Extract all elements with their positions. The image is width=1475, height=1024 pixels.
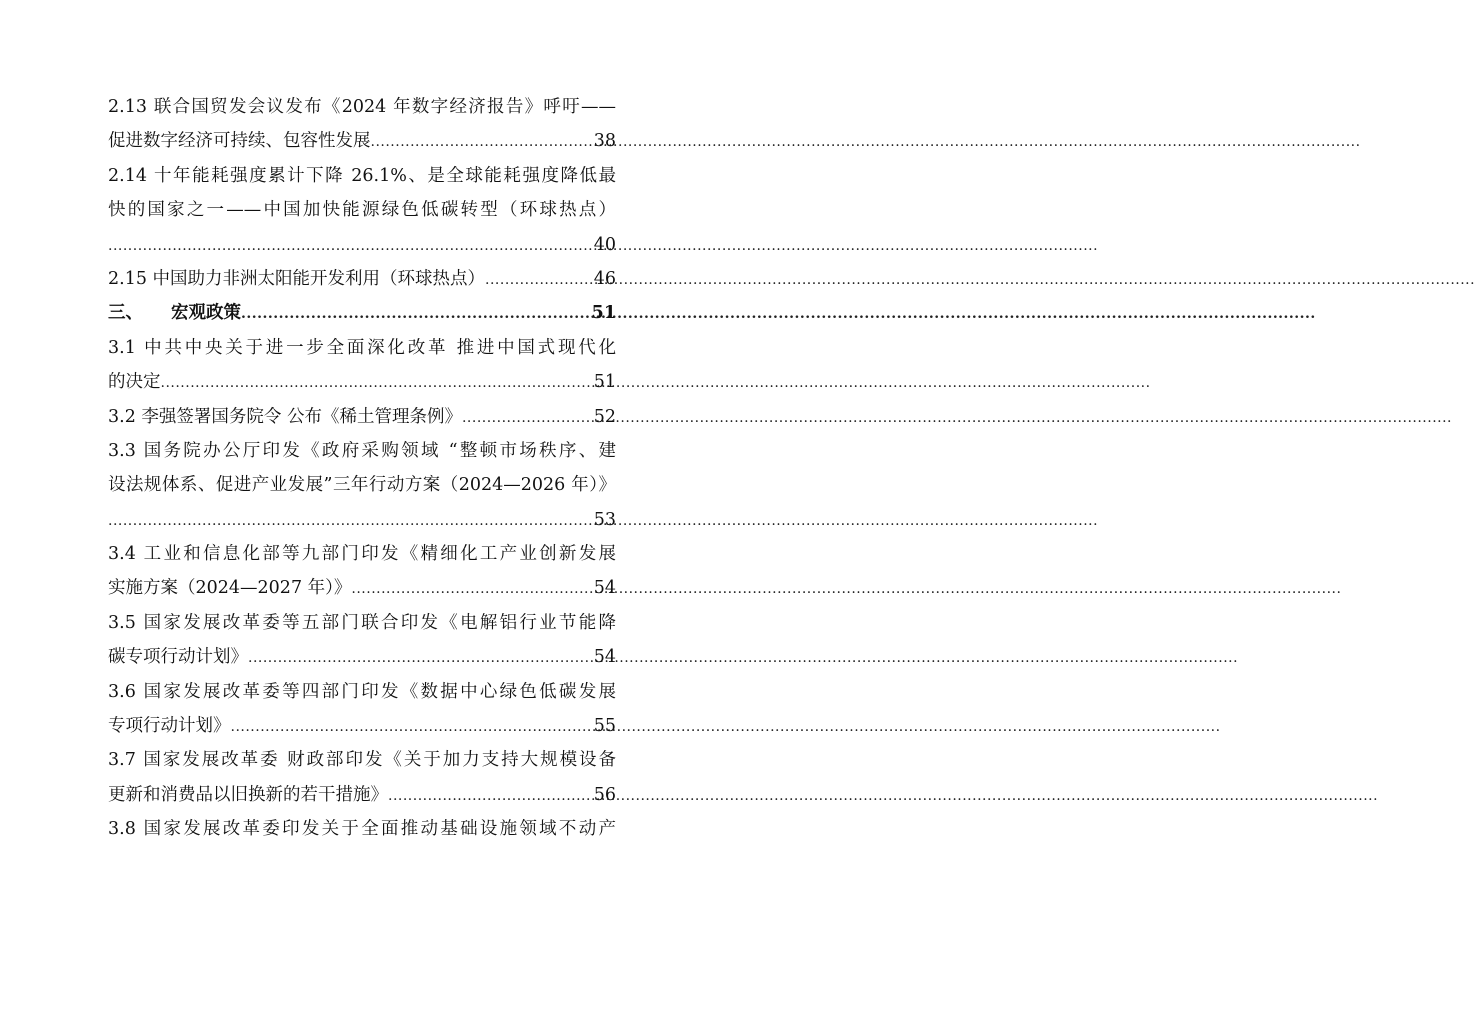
toc-entry[interactable]	[108, 675, 616, 744]
toc-line	[108, 365, 616, 399]
page-number: 53	[593, 509, 616, 530]
toc-entry[interactable]	[108, 434, 616, 537]
leader-dots	[388, 779, 592, 813]
toc-line	[108, 159, 616, 193]
leader-dots	[485, 263, 592, 297]
leader-dots	[371, 125, 592, 159]
toc-line	[108, 296, 616, 330]
section-number: 三、	[108, 303, 143, 324]
toc-line	[108, 228, 616, 262]
toc-line	[108, 571, 616, 605]
page-number: 38	[593, 131, 616, 152]
page-number: 51	[591, 303, 616, 324]
toc-entry[interactable]	[108, 606, 616, 675]
leader-dots	[351, 572, 591, 606]
leader-dots	[248, 641, 592, 675]
toc-title-text: 专项行动计划》	[108, 716, 231, 737]
page-number: 54	[593, 647, 616, 668]
toc-title-text: 3.5 国家发展改革委等五部门联合印发《电解铝行业节能降	[108, 612, 616, 633]
toc-title-text: 更新和消费品以旧换新的若干措施》	[108, 784, 388, 805]
toc-entry[interactable]	[108, 400, 616, 434]
page-number: 55	[593, 716, 616, 737]
toc-line	[108, 743, 616, 777]
page-number: 52	[593, 406, 616, 427]
toc-title-text: 3.3 国务院办公厅印发《政府采购领域 “整顿市场秩序、建	[108, 440, 616, 461]
toc-line	[108, 262, 616, 296]
toc-title-text: 3.1 中共中央关于进一步全面深化改革 推进中国式现代化	[108, 337, 616, 358]
toc-title-text: 3.2 李强签署国务院令 公布《稀土管理条例》	[108, 406, 462, 427]
toc-line	[108, 434, 616, 468]
toc-title-text: 2.13 联合国贸发会议发布《2024 年数字经济报告》呼吁——	[108, 97, 616, 117]
toc-line	[108, 675, 616, 709]
leader-dots	[241, 297, 590, 331]
toc-line	[108, 537, 616, 571]
toc-title-text: 促进数字经济可持续、包容性发展	[108, 131, 371, 152]
toc-entry[interactable]	[108, 262, 616, 296]
toc-line	[108, 778, 616, 812]
toc-title-text: 宏观政策	[171, 303, 241, 324]
leader-dots	[108, 504, 592, 538]
toc-line	[108, 400, 616, 434]
table-of-contents	[108, 90, 616, 847]
page-number: 46	[593, 268, 616, 289]
toc-title-text: 2.15 中国助力非洲太阳能开发利用（环球热点）	[108, 268, 486, 289]
toc-title-text: 3.8 国家发展改革委印发关于全面推动基础设施领域不动产	[108, 819, 616, 840]
toc-line	[108, 503, 616, 537]
page-number: 51	[593, 372, 616, 393]
toc-line	[108, 640, 616, 674]
toc-line	[108, 124, 616, 158]
page-number: 56	[593, 784, 616, 805]
toc-entry[interactable]	[108, 537, 616, 606]
toc-title-text: 3.4 工业和信息化部等九部门印发《精细化工产业创新发展	[108, 544, 616, 565]
toc-line	[108, 331, 616, 365]
toc-entry[interactable]	[108, 743, 616, 812]
toc-title-text: 碳专项行动计划》	[108, 647, 248, 668]
toc-title-text: 2.14 十年能耗强度累计下降 26.1%、是全球能耗强度降低最	[108, 165, 616, 186]
toc-line	[108, 468, 616, 502]
leader-dots	[231, 710, 592, 744]
toc-title-text: 快的国家之一——中国加快能源绿色低碳转型（环球热点）	[108, 200, 616, 221]
page-number: 40	[593, 234, 616, 255]
toc-section-heading[interactable]	[108, 296, 616, 330]
toc-title-text: 设法规体系、促进产业发展”三年行动方案（2024—2026 年）》	[108, 475, 616, 496]
toc-entry[interactable]	[108, 812, 616, 846]
toc-title-text: 实施方案（2024—2027 年）》	[108, 578, 352, 599]
toc-entry[interactable]	[108, 159, 616, 262]
toc-line	[108, 606, 616, 640]
leader-dots	[108, 229, 592, 263]
toc-line	[108, 90, 616, 124]
toc-entry[interactable]	[108, 331, 616, 400]
toc-line	[108, 193, 616, 227]
toc-title-text: 3.6 国家发展改革委等四部门印发《数据中心绿色低碳发展	[108, 681, 616, 702]
leader-dots	[161, 366, 592, 400]
leader-dots	[462, 401, 592, 435]
toc-title-text: 的决定	[108, 372, 161, 393]
toc-line	[108, 709, 616, 743]
toc-entry[interactable]	[108, 90, 616, 159]
page-number: 54	[593, 578, 616, 599]
toc-title-text: 3.7 国家发展改革委 财政部印发《关于加力支持大规模设备	[108, 750, 616, 771]
toc-line	[108, 812, 616, 846]
